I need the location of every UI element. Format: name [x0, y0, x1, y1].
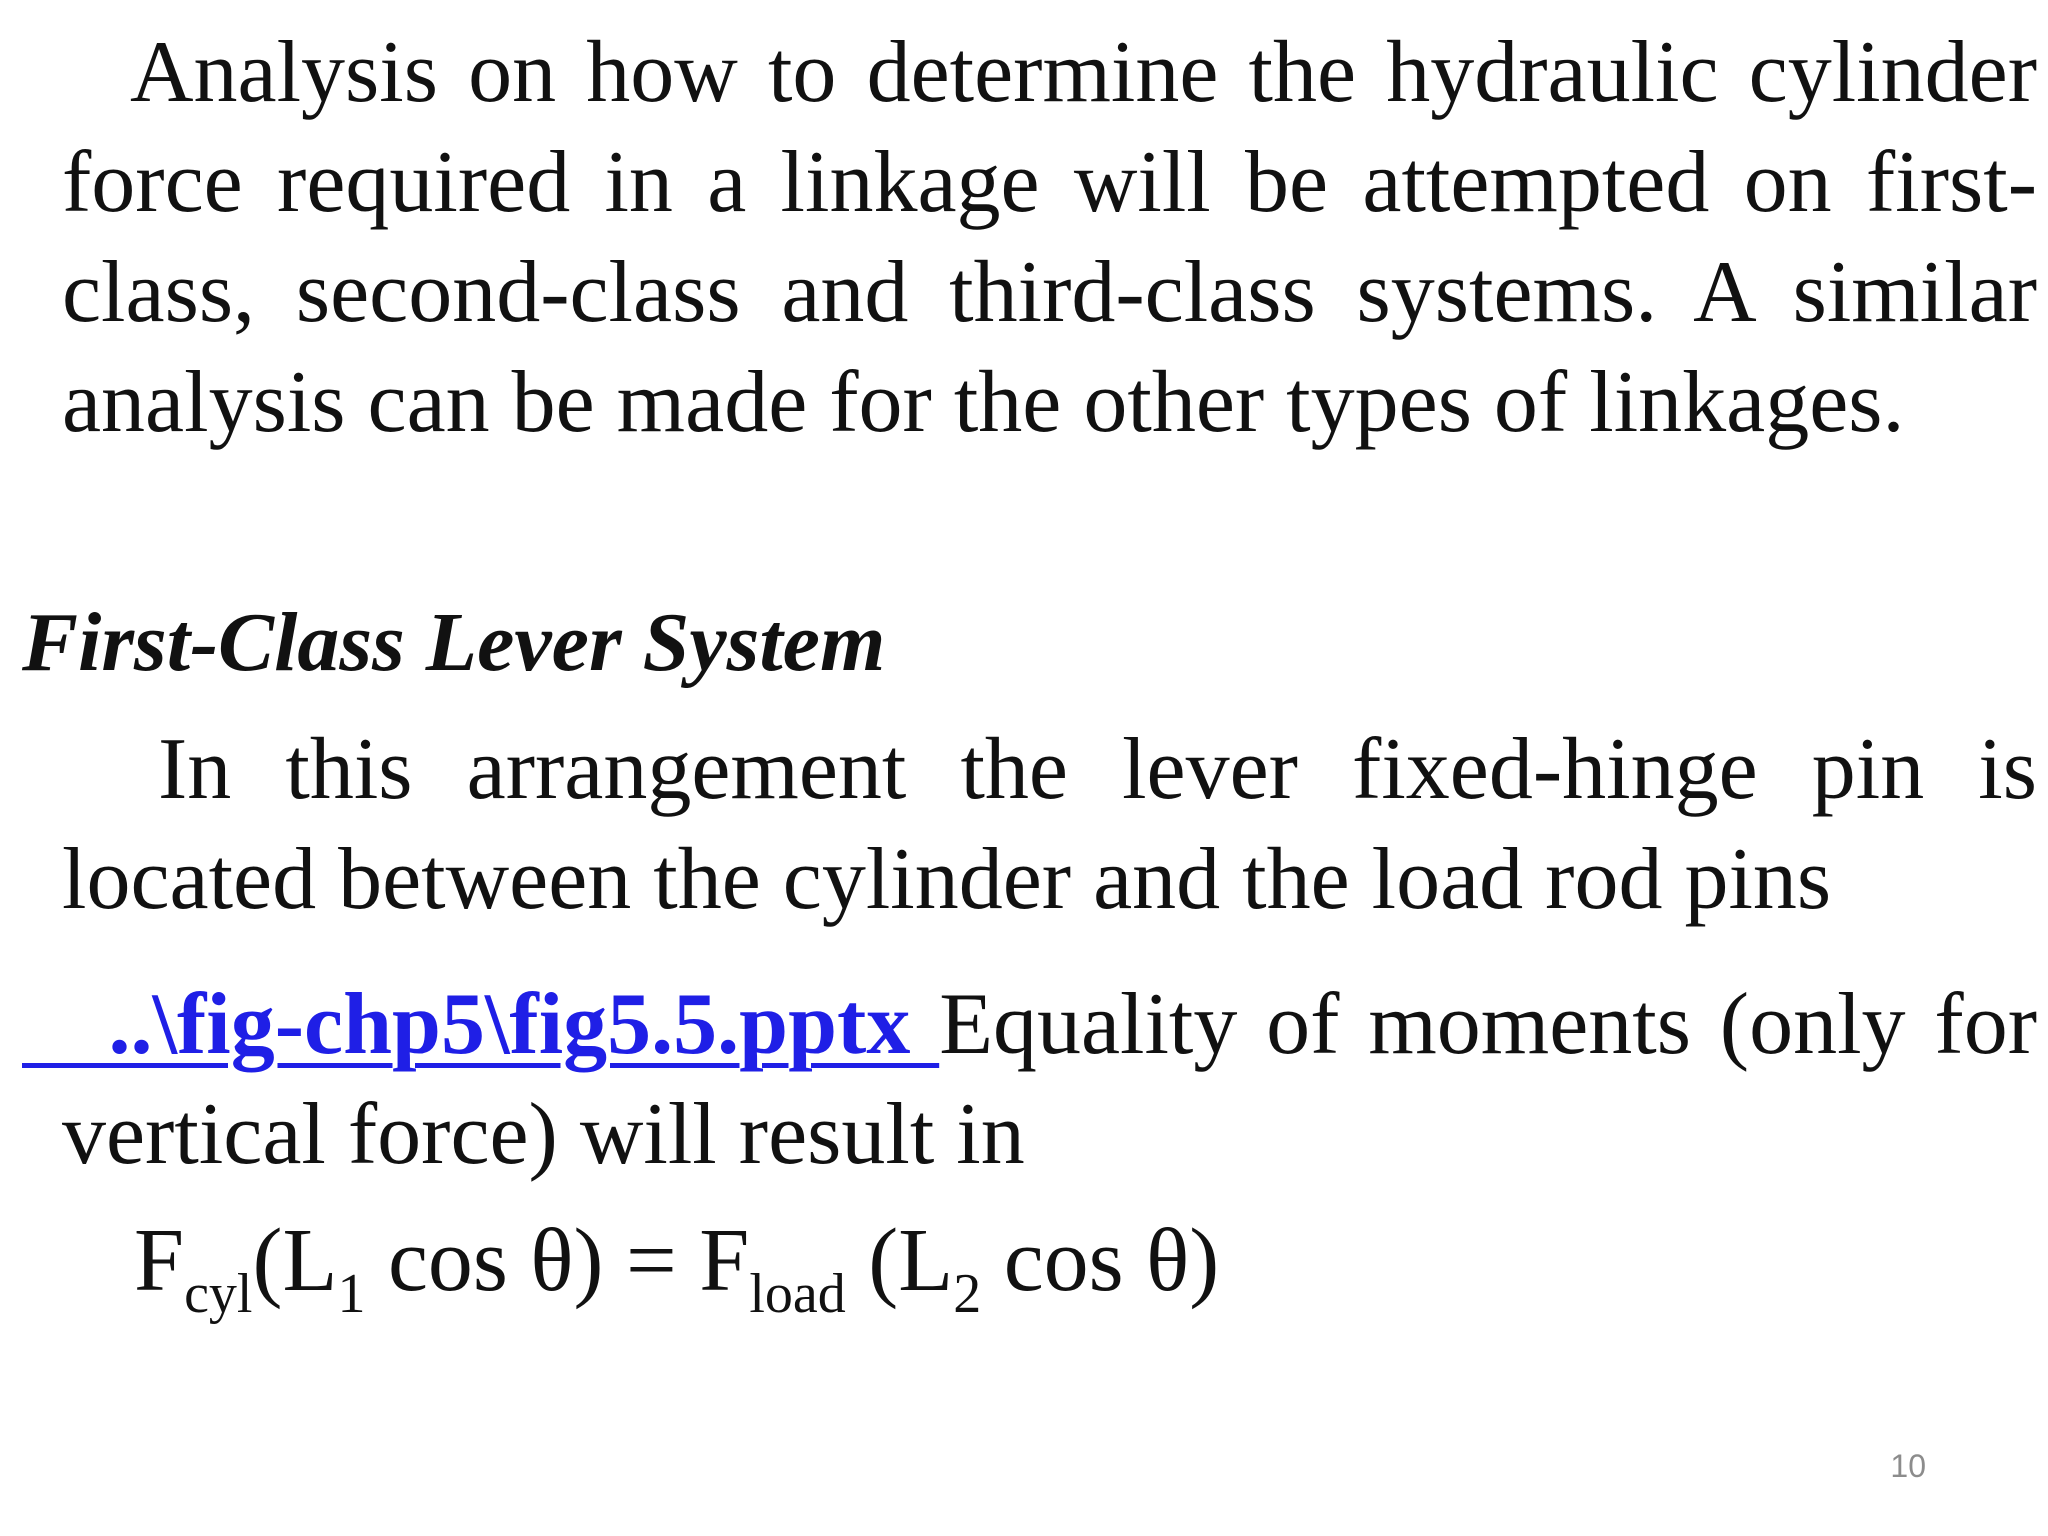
arrangement-paragraph — [62, 715, 2037, 935]
cos-theta-close: cos θ) — [981, 1211, 1220, 1310]
moments-text: Equality of moments (only for vertical force) will result in — [62, 976, 2038, 1183]
length-open: (L — [252, 1211, 338, 1310]
length-2-subscript: 2 — [953, 1263, 982, 1325]
moments-paragraph — [22, 970, 2038, 1190]
figure-link[interactable]: ..\fig-chp5\fig5.5.pptx — [22, 976, 940, 1073]
intro-paragraph — [62, 18, 2037, 458]
moment-equation — [134, 1196, 1219, 1326]
section-heading: First-Class Lever System — [22, 596, 886, 689]
length-1-subscript: 1 — [337, 1263, 366, 1325]
force-symbol: F — [134, 1211, 185, 1310]
force-symbol-2: F — [699, 1211, 750, 1310]
length-open-2: (L — [845, 1211, 954, 1310]
cyl-subscript: cyl — [184, 1263, 253, 1325]
load-subscript: load — [749, 1263, 846, 1325]
cos-theta-equals: cos θ) = — [365, 1211, 700, 1310]
arrangement-text: In this arrangement the lever fixed-hinge pin is located between the cylinder and the load rod pins — [62, 721, 2037, 928]
page-number: 10 — [1890, 1448, 1926, 1484]
intro-text: Analysis on how to determine the hydraulic cylinder force required in a linkage will be attempted on first-class, second-class and third-class systems. A similar analysis can be made for the other types of linkages. — [62, 24, 2037, 451]
